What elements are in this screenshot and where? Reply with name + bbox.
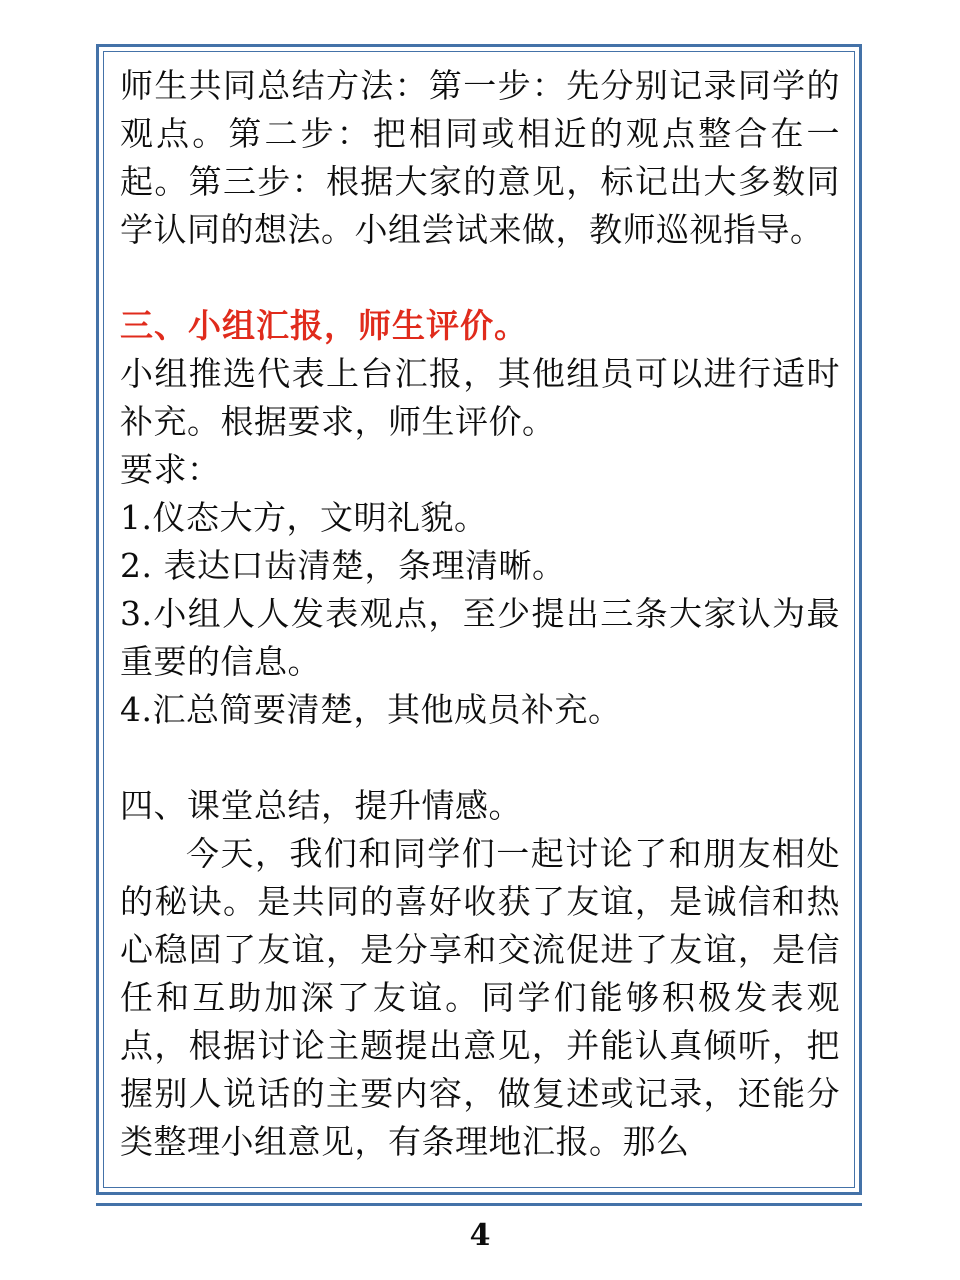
paragraph-group-report: 小组推选代表上台汇报，其他组员可以进行适时补充。根据要求，师生评价。	[120, 354, 840, 441]
section-heading-three: 三、小组汇报，师生评价。	[120, 306, 528, 345]
document-body	[120, 62, 840, 1166]
page-border-frame-inner	[103, 51, 855, 1188]
spacer-line	[120, 254, 840, 302]
requirement-item-1: 1.仪态大方，文明礼貌。	[120, 498, 488, 537]
requirement-item-2: 2. 表达口齿清楚，条理清晰。	[120, 546, 566, 585]
section-heading-four: 四、课堂总结，提升情感。	[120, 786, 522, 825]
requirement-item-3: 3.小组人人发表观点，至少提出三条大家认为最重要的信息。	[120, 594, 840, 681]
spacer-line	[120, 734, 840, 782]
requirement-item-4: 4.汇总简要清楚，其他成员补充。	[120, 690, 622, 729]
footer-divider	[96, 1203, 862, 1206]
paragraph-summary-method: 师生共同总结方法：第一步：先分别记录同学的观点。第二步：把相同或相近的观点整合在一起。第三步：根据大家的意见，标记出大多数同学认同的想法。小组尝试来做，教师巡视指导。	[120, 66, 840, 249]
paragraph-class-summary: 今天，我们和同学们一起讨论了和朋友相处的秘诀。是共同的喜好收获了友谊，是诚信和热心稳固了友谊，是分享和交流促进了友谊，是信任和互助加深了友谊。同学们能够积极发表观点，根据讨论主题提出意见，并能认真倾听，把握别人说话的主要内容，做复述或记录，还能分类整理小组意见，有条理地汇报。那么	[120, 834, 840, 1161]
requirements-label: 要求：	[120, 450, 221, 489]
page-border-frame	[96, 44, 862, 1195]
page-number: 4	[469, 1218, 491, 1253]
